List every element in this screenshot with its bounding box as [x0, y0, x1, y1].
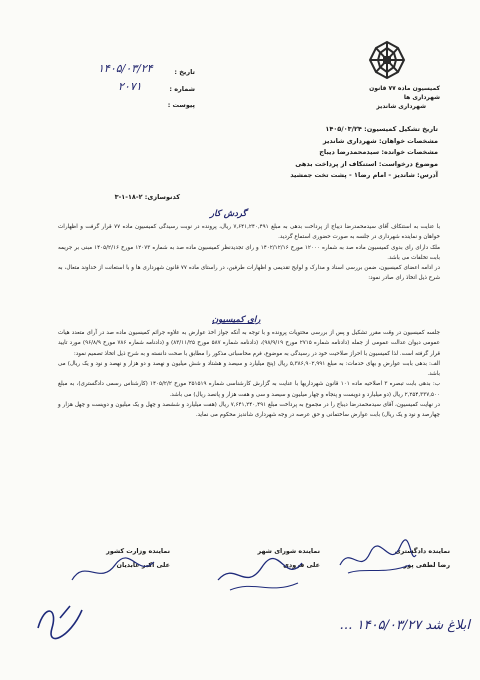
verdict-paragraph: ب: بدهی بابت تبصره ۳ اصلاحیه ماده ۱۰۱ قانون شهرداریها با عنایت به گزارش کارشناسی شماره ۲۵۱۵۱۹ مورخ ۱۴۰۵/۲/۲ (کارشناس رسمی دادگستری)، به مبلغ ۲,۲۵۴,۳۳۷,۵۰۰ ریال (دو میلیارد و دویست و پنجاه و چهار میلیون و سیصد و سی و هفت هزار و پانصد ریال) می باشد. — [58, 381, 440, 398]
org-line-1: کمیسیون ماده ۷۷ قانون شهرداری ها — [369, 85, 440, 101]
formation-date: تاریخ تشکیل کمیسیون: ۱۴۰۵/۰۳/۲۴ — [325, 125, 438, 133]
case-info — [160, 124, 438, 182]
number-value: ۲۰۷۱ — [118, 80, 142, 93]
signature-role: نماینده وزارت کشور — [106, 547, 170, 555]
handwritten-signature — [60, 550, 160, 595]
verdict-title: رای کمیسیون — [212, 315, 261, 325]
municipality-logo — [360, 38, 414, 88]
subject: موضوع درخواست: استنکاف از پرداخت بدهی — [295, 159, 438, 168]
signature-name: علی اکبر عابدیان — [116, 561, 170, 569]
report-title: گردش کار — [210, 209, 247, 219]
handwritten-note: ابلاغ شد ۱۴۰۵/۰۳/۲۷ … — [339, 618, 470, 633]
report-paragraph: ملک دارای رای بدوی کمیسیون ماده صد به شماره ۱۲۰۰۰ مورخ ۱۴۰۲/۱۲/۱۶ و رای تجدیدنظر کمیسیون ماده صد به شماره ۱۲۰۷۳ مورخ ۱۴۰۵/۲/۱۶ مبنی بر جریمه بابت تخلفات می باشد. — [58, 244, 440, 261]
verdict-body — [58, 328, 440, 421]
number-label: شماره : — [169, 85, 195, 93]
report-paragraph: با عنایت به استنکاف آقای سیدمحمدرضا دیباج از پرداخت بدهی به مبلغ ۷,۶۴۱,۲۴۰,۴۹۱ ریال، پرونده در نوبت رسیدگی کمیسیون ماده ۷۷ قرار گرفت و اظهارات خواهان و نماینده شهرداری در جلسه به صورت حضوری استماع گردید. — [58, 224, 441, 241]
org-line-2: شهرداری شاندیز — [376, 103, 426, 110]
verdict-paragraph: الف: بدهی بابت عوارض و بهای خدمات: به مبلغ ۵,۳۸۶,۹۰۲,۹۹۱ ریال (پنج میلیارد و سیصد و هشتاد و شش میلیون و نهصد و دو هزار و نهصد و نود و یک ریال) می باشد. — [58, 360, 440, 378]
date-value: ۱۴۰۵/۰۳/۲۴ — [98, 62, 153, 75]
attachment-label: پیوست : — [167, 101, 195, 109]
report-body — [58, 222, 440, 284]
respondent: مشخصات خوانده: سیدمحمدرضا دیباج — [319, 148, 438, 156]
handwritten-mark — [30, 598, 90, 643]
handwritten-signature — [330, 535, 420, 585]
handwritten-signature — [210, 555, 310, 600]
requester: مشخصات خواهان: شهرداری شاندیز — [322, 136, 438, 145]
signature-name: علی فرودی — [283, 561, 320, 569]
verdict-paragraph: جلسه کمیسیون در وقت مقرر تشکیل و پس از بررسی محتویات پرونده و با توجه به آنکه جواز اخذ عوارض به علاوه جرائم کمیسیون ماده صد در آرای متعدد هیات عمومی دیوان عدالت عمومی از جمله (دادنامه شماره ۲۷۱۵ مورخ ۹۸/۹/۱۹)، (دادنامه شماره ۵۸۷ مورخ ۸۳/۱۱/۲۵) و (دادنامه شماره ۷۸۶ مورخ ۹۶/۸/۹) مورد تایید قرار گرفته است. لذا کمیسیون با احراز صلاحیت خود در رسیدگی به موضوع، فرم محاسباتی مذکور را مطابق با صحت دانسته و به شرح ذیل اتخاذ تصمیم نمود: — [58, 330, 440, 357]
org-name — [340, 84, 440, 111]
address: آدرس: شاندیز - امام رضا۱ - پشت تخت جمشید — [290, 171, 438, 179]
signature-name: رضا لطفی پور — [403, 561, 450, 569]
signature-role: نماینده شورای شهر — [257, 547, 320, 555]
report-paragraph: در ادامه اعضای کمیسیون، ضمن بررسی اسناد و مدارک و لوایح تقدیمی و اظهارات طرفین، در راستای ماده ۷۷ قانون شهرداری ها و با استعانت از خداوند متعال، به شرح ذیل اتخاذ رای صادر نمود: — [58, 265, 440, 282]
signature-role: نماینده دادگستری — [394, 547, 450, 555]
verdict-paragraph: در نهایت کمیسیون، آقای سیدمحمدرضا دیباج را در مجموع به پرداخت مبلغ ۷,۶۴۱,۲۴۰,۴۹۱ ریال (هفت میلیارد و ششصد و چهل و یک میلیون و دویست و چهل هزار و چهارصد و نود و یک ریال) بابت عوارض ساختمانی و حق عرصه در وجه شهرداری شاندیز محکوم می نماید. — [58, 402, 440, 419]
postal-code: کدنوسازی: ۲-۱۸-۱-۳ — [114, 193, 180, 201]
date-label: تاریخ : — [174, 68, 195, 76]
